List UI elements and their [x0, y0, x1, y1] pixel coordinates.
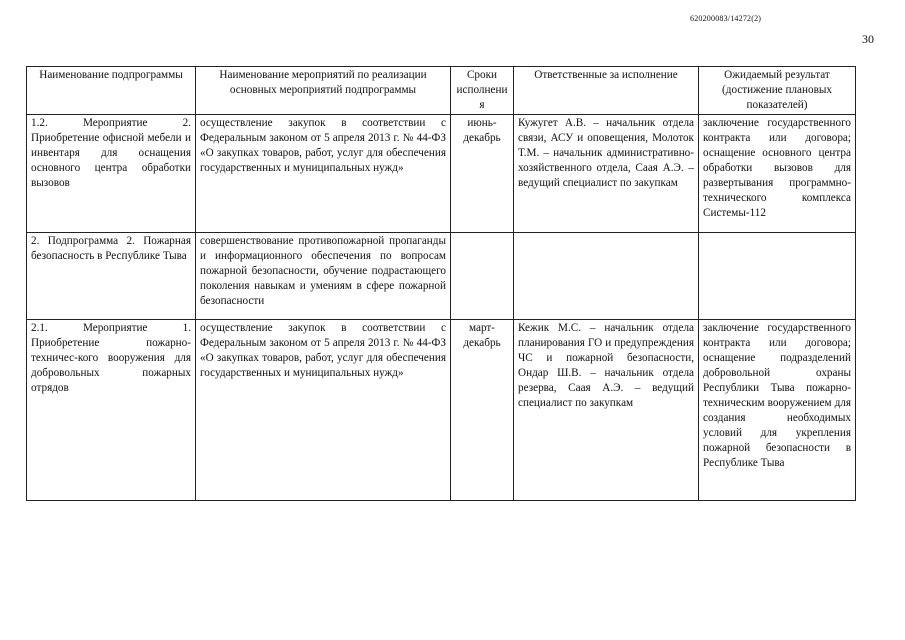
cell-result: заключение государственного контракта или договора; оснащение основного центра обработки вызовов для развертывания программно-технического комплекса Системы-112 — [699, 115, 856, 233]
cell-activities: осуществление закупок в соответствии с Федеральным законом от 5 апреля 2013 г. № 44-ФЗ «О закупках товаров, работ, услуг для обеспечения государственных и муниципальных нужд» — [196, 115, 451, 233]
cell-terms — [451, 233, 514, 320]
cell-result — [699, 233, 856, 320]
page-number: 30 — [862, 32, 874, 46]
cell-subprogram-name: 2.1. Мероприятие 1. Приобретение пожарно-техничес-кого вооружения для добровольных пожарных отрядов — [27, 320, 196, 501]
table-header-row — [27, 67, 856, 115]
column-header-terms: Сроки исполнения — [451, 67, 514, 115]
cell-activities: совершенствование противопожарной пропаганды и информационного обеспечения по вопросам пожарной безопасности, обучение подрастающего поколения навыкам и умениям в сфере пожарной безопасности — [196, 233, 451, 320]
subprogram-table — [26, 66, 856, 501]
cell-subprogram-name: 1.2. Мероприятие 2. Приобретение офисной мебели и инвентаря для оснащения основного центра обработки вызовов — [27, 115, 196, 233]
column-header-activities: Наименование мероприятий по реализации основных мероприятий подпрограммы — [196, 67, 451, 115]
cell-responsible: Кежик М.С. – начальник отдела планирования ГО и предупреждения ЧС и пожарной безопасности, Ондар Ш.В. – начальник отдела резерва, Саая А.Э. – ведущий специалист по закупкам — [514, 320, 699, 501]
cell-terms: март-декабрь — [451, 320, 514, 501]
column-header-responsible: Ответственные за исполнение — [514, 67, 699, 115]
column-header-subprogram: Наименование подпрограммы — [27, 67, 196, 115]
cell-activities: осуществление закупок в соответствии с Федеральным законом от 5 апреля 2013 г. № 44-ФЗ «О закупках товаров, работ, услуг для обеспечения государственных и муниципальных нужд» — [196, 320, 451, 501]
cell-terms: июнь-декабрь — [451, 115, 514, 233]
table-row — [27, 233, 856, 320]
cell-responsible — [514, 233, 699, 320]
table-row — [27, 320, 856, 501]
column-header-result: Ожидаемый результат (достижение плановых показателей) — [699, 67, 856, 115]
document-code: 620200083/14272(2) — [690, 14, 762, 23]
table-row — [27, 115, 856, 233]
cell-result: заключение государственного контракта или договора; оснащение подразделений добровольной охраны Республики Тыва пожарно-техническим вооружением для создания необходимых условий для укрепления пожарной безопасности в Республике Тыва — [699, 320, 856, 501]
cell-subprogram-name: 2. Подпрограмма 2. Пожарная безопасность в Республике Тыва — [27, 233, 196, 320]
cell-responsible: Кужугет А.В. – начальник отдела связи, АСУ и оповещения, Молоток Т.М. – начальник административно-хозяйственного отдела, Саая А.Э. – ведущий специалист по закупкам — [514, 115, 699, 233]
